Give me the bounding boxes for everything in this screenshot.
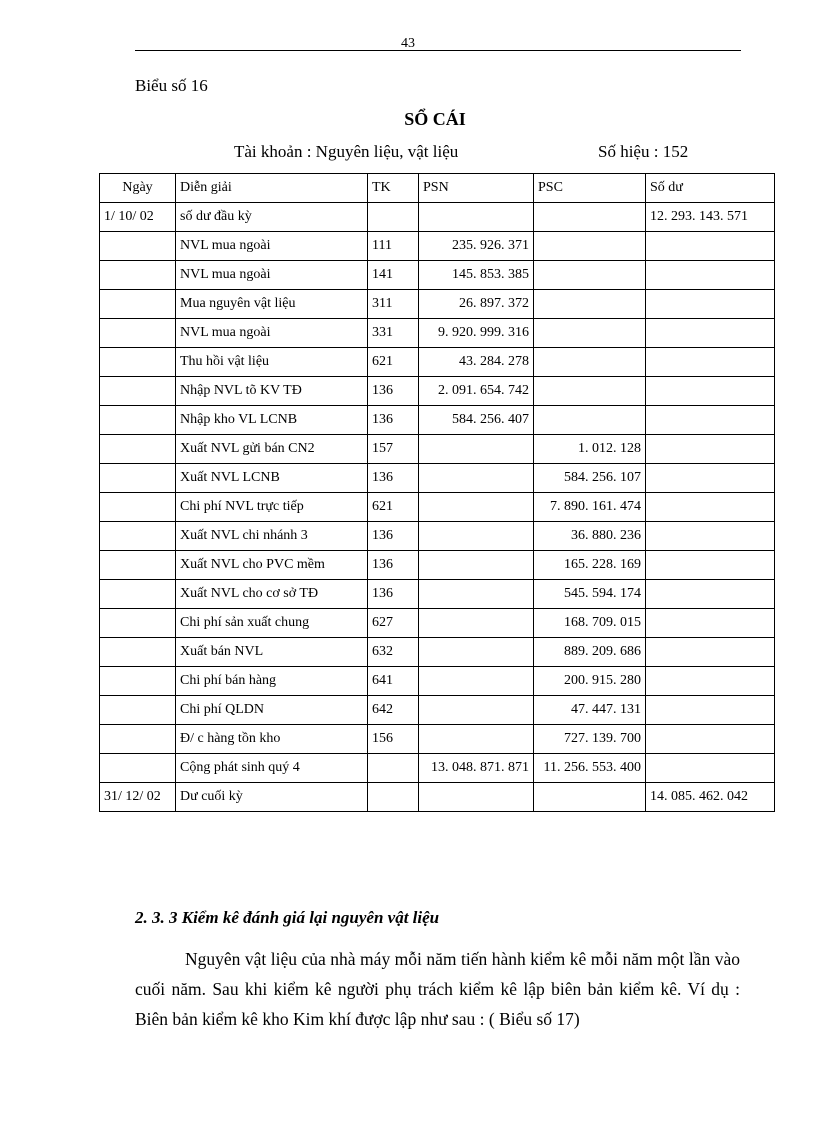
cell-balance (646, 493, 775, 522)
cell-description: Mua nguyên vật liệu (176, 290, 368, 319)
cell-balance (646, 754, 775, 783)
cell-balance (646, 377, 775, 406)
cell-date (100, 609, 176, 638)
cell-description: Xuất NVL cho PVC mềm (176, 551, 368, 580)
cell-date (100, 696, 176, 725)
table-row (100, 435, 775, 464)
cell-description: Cộng phát sinh quý 4 (176, 754, 368, 783)
header-credit: PSC (534, 174, 646, 203)
cell-description: số dư đầu kỳ (176, 203, 368, 232)
cell-balance (646, 319, 775, 348)
cell-credit: 168. 709. 015 (534, 609, 646, 638)
cell-date (100, 319, 176, 348)
table-row (100, 319, 775, 348)
cell-credit: 7. 890. 161. 474 (534, 493, 646, 522)
cell-description: NVL mua ngoài (176, 232, 368, 261)
cell-date (100, 232, 176, 261)
form-label: Biểu số 16 (135, 76, 208, 95)
cell-date (100, 551, 176, 580)
cell-description: Nhập kho VL LCNB (176, 406, 368, 435)
ledger-title: SỔ CÁI (404, 109, 466, 129)
cell-description: Xuất NVL chi nhánh 3 (176, 522, 368, 551)
cell-balance (646, 609, 775, 638)
cell-credit (534, 783, 646, 812)
cell-credit (534, 290, 646, 319)
cell-date (100, 435, 176, 464)
cell-debit: 26. 897. 372 (419, 290, 534, 319)
cell-balance: 14. 085. 462. 042 (646, 783, 775, 812)
cell-account (368, 754, 419, 783)
table-row (100, 609, 775, 638)
cell-date (100, 667, 176, 696)
table-row (100, 232, 775, 261)
cell-debit: 145. 853. 385 (419, 261, 534, 290)
cell-balance (646, 232, 775, 261)
account-name: Tài khoản : Nguyên liệu, vật liệu (234, 142, 459, 161)
cell-description: Xuất NVL LCNB (176, 464, 368, 493)
cell-account: 642 (368, 696, 419, 725)
cell-credit: 545. 594. 174 (534, 580, 646, 609)
cell-credit: 200. 915. 280 (534, 667, 646, 696)
cell-account: 136 (368, 580, 419, 609)
ledger-table (99, 173, 775, 812)
cell-date (100, 290, 176, 319)
header-debit: PSN (419, 174, 534, 203)
cell-account: 311 (368, 290, 419, 319)
cell-account: 157 (368, 435, 419, 464)
cell-credit (534, 261, 646, 290)
cell-date (100, 464, 176, 493)
cell-account (368, 203, 419, 232)
cell-date (100, 493, 176, 522)
account-code: Số hiệu : 152 (598, 142, 689, 161)
table-row (100, 464, 775, 493)
cell-debit (419, 696, 534, 725)
cell-debit (419, 435, 534, 464)
header-balance: Số dư (646, 174, 775, 203)
cell-description: Thu hồi vật liệu (176, 348, 368, 377)
cell-account: 136 (368, 406, 419, 435)
cell-date: 1/ 10/ 02 (100, 203, 176, 232)
table-row (100, 696, 775, 725)
cell-credit: 11. 256. 553. 400 (534, 754, 646, 783)
cell-description: Xuất NVL gửi bán CN2 (176, 435, 368, 464)
header-account: TK (368, 174, 419, 203)
table-row (100, 290, 775, 319)
cell-balance (646, 580, 775, 609)
cell-description: NVL mua ngoài (176, 261, 368, 290)
table-row (100, 377, 775, 406)
cell-balance (646, 667, 775, 696)
cell-credit (534, 406, 646, 435)
ledger-body (100, 203, 775, 812)
cell-credit: 584. 256. 107 (534, 464, 646, 493)
cell-debit: 235. 926. 371 (419, 232, 534, 261)
cell-account: 136 (368, 377, 419, 406)
table-row (100, 638, 775, 667)
cell-description: Xuất NVL cho cơ sở TĐ (176, 580, 368, 609)
cell-balance (646, 261, 775, 290)
table-row (100, 754, 775, 783)
cell-account: 156 (368, 725, 419, 754)
cell-account: 621 (368, 493, 419, 522)
cell-balance: 12. 293. 143. 571 (646, 203, 775, 232)
cell-debit (419, 551, 534, 580)
table-row (100, 493, 775, 522)
cell-date (100, 406, 176, 435)
cell-credit (534, 232, 646, 261)
header-date: Ngày (100, 174, 176, 203)
cell-debit (419, 609, 534, 638)
cell-account: 141 (368, 261, 419, 290)
page-number: 43 (401, 36, 415, 51)
cell-debit (419, 203, 534, 232)
cell-account: 621 (368, 348, 419, 377)
cell-debit (419, 580, 534, 609)
cell-account: 136 (368, 464, 419, 493)
cell-description: NVL mua ngoài (176, 319, 368, 348)
table-row (100, 522, 775, 551)
cell-balance (646, 551, 775, 580)
table-row (100, 783, 775, 812)
cell-balance (646, 725, 775, 754)
cell-balance (646, 464, 775, 493)
section-heading: 2. 3. 3 Kiểm kê đánh giá lại nguyên vật liệu (135, 908, 440, 927)
table-row (100, 261, 775, 290)
cell-date (100, 377, 176, 406)
cell-balance (646, 348, 775, 377)
cell-debit (419, 522, 534, 551)
table-row (100, 406, 775, 435)
cell-balance (646, 290, 775, 319)
cell-debit: 9. 920. 999. 316 (419, 319, 534, 348)
cell-description: Xuất bán NVL (176, 638, 368, 667)
cell-account (368, 783, 419, 812)
cell-date (100, 580, 176, 609)
table-row (100, 725, 775, 754)
cell-date: 31/ 12/ 02 (100, 783, 176, 812)
cell-debit: 13. 048. 871. 871 (419, 754, 534, 783)
table-row (100, 667, 775, 696)
cell-debit (419, 667, 534, 696)
cell-date (100, 725, 176, 754)
cell-balance (646, 638, 775, 667)
cell-date (100, 754, 176, 783)
cell-account: 331 (368, 319, 419, 348)
cell-description: Chi phí QLDN (176, 696, 368, 725)
cell-balance (646, 696, 775, 725)
cell-description: Chi phí sản xuất chung (176, 609, 368, 638)
table-header-row (100, 174, 775, 203)
cell-credit: 47. 447. 131 (534, 696, 646, 725)
table-row (100, 348, 775, 377)
cell-credit: 165. 228. 169 (534, 551, 646, 580)
cell-description: Dư cuối kỳ (176, 783, 368, 812)
cell-debit (419, 493, 534, 522)
cell-account: 136 (368, 522, 419, 551)
table-row (100, 551, 775, 580)
cell-date (100, 261, 176, 290)
cell-credit (534, 348, 646, 377)
cell-account: 136 (368, 551, 419, 580)
table-row (100, 203, 775, 232)
cell-balance (646, 435, 775, 464)
cell-debit (419, 464, 534, 493)
cell-credit: 36. 880. 236 (534, 522, 646, 551)
cell-description: Đ/ c hàng tồn kho (176, 725, 368, 754)
cell-credit: 889. 209. 686 (534, 638, 646, 667)
cell-date (100, 638, 176, 667)
cell-debit (419, 638, 534, 667)
cell-debit (419, 725, 534, 754)
cell-credit: 1. 012. 128 (534, 435, 646, 464)
cell-credit (534, 319, 646, 348)
cell-debit: 2. 091. 654. 742 (419, 377, 534, 406)
cell-credit (534, 203, 646, 232)
cell-description: Nhập NVL tõ KV TĐ (176, 377, 368, 406)
cell-description: Chi phí NVL trực tiếp (176, 493, 368, 522)
body-paragraph: Nguyên vật liệu của nhà máy mỗi năm tiến hành kiểm kê mỗi năm một lần vào cuối năm. Sau khi kiểm kê người phụ trách kiểm kê lập biên bản kiểm kê. Ví dụ : Biên bản kiểm kê kho Kim khí được lập như sau : ( Biểu số 17) (135, 949, 740, 1029)
header-rule (135, 50, 741, 51)
cell-description: Chi phí bán hàng (176, 667, 368, 696)
table-row (100, 580, 775, 609)
cell-debit: 584. 256. 407 (419, 406, 534, 435)
cell-debit (419, 783, 534, 812)
cell-date (100, 348, 176, 377)
cell-date (100, 522, 176, 551)
header-description: Diễn giải (176, 174, 368, 203)
cell-account: 627 (368, 609, 419, 638)
cell-debit: 43. 284. 278 (419, 348, 534, 377)
cell-credit (534, 377, 646, 406)
cell-account: 632 (368, 638, 419, 667)
cell-balance (646, 406, 775, 435)
cell-account: 641 (368, 667, 419, 696)
cell-credit: 727. 139. 700 (534, 725, 646, 754)
cell-account: 111 (368, 232, 419, 261)
cell-balance (646, 522, 775, 551)
